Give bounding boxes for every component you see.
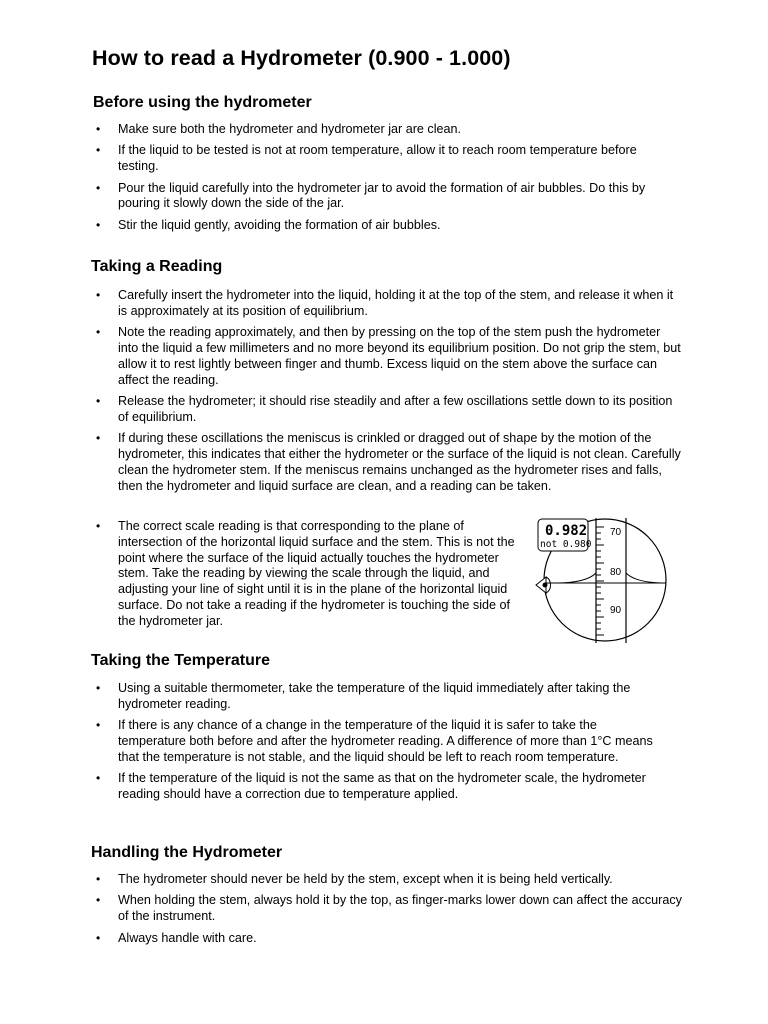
scale-ticks	[596, 527, 604, 635]
list-item: • If the temperature of the liquid is not the same as that on the hydrometer scale, the hydrometer reading should have a correction due to temperature applied.	[92, 771, 662, 803]
hydrometer-reading-diagram	[530, 515, 670, 647]
list-item: • The correct scale reading is that corresponding to the plane of intersection of the horizontal liquid surface and the stem. This is not the point where the surface of the liquid actually touches the hydrometer stem. Take the reading by viewing the scale through the liquid, and adjusting your line of sight until it is in the plane of the horizontal liquid surface. Do not take a reading if the hydrometer is touching the side of the hydrometer jar.	[92, 519, 518, 630]
scale-label-90: 90	[610, 605, 622, 616]
list-item: • If there is any chance of a change in the temperature of the liquid it is safer to take the temperature both before and after the hydrometer reading. A difference of more than 1°C means that the temperature is not stable, and the liquid should be left to reach room temperature.	[92, 718, 662, 765]
section-heading-taking-reading: Taking a Reading	[91, 258, 223, 275]
list-item: • Release the hydrometer; it should rise steadily and after a few oscillations settle down to its position of equilibrium.	[92, 394, 684, 426]
reading-value: 0.982	[545, 523, 588, 539]
list-item: • Note the reading approximately, and then by pressing on the top of the stem push the hydrometer into the liquid a few millimeters and no more beyond its equilibrium position. Do not grip the stem, but allow it to rest lightly between finger and thumb. Excess liquid on the stem above the surface can affect the reading.	[92, 325, 684, 388]
list-item: • If the liquid to be tested is not at room temperature, allow it to reach room temperature before testing.	[92, 143, 652, 175]
eye-icon	[536, 577, 551, 593]
before-using-list	[92, 122, 652, 239]
meniscus-right	[626, 573, 666, 583]
list-item: • Pour the liquid carefully into the hydrometer jar to avoid the formation of air bubbles. Do this by pouring it slowly down the side of the jar.	[92, 181, 652, 213]
list-item: • The hydrometer should never be held by the stem, except when it is being held vertically.	[92, 872, 682, 888]
scale-label-80: 80	[610, 567, 622, 578]
list-item: • Always handle with care.	[92, 931, 682, 947]
page-title: How to read a Hydrometer (0.900 - 1.000)	[92, 46, 511, 70]
list-item: • Carefully insert the hydrometer into the liquid, holding it at the top of the stem, and release it when it is approximately at its position of equilibrium.	[92, 288, 684, 320]
section-heading-handling: Handling the Hydrometer	[91, 844, 283, 861]
list-item: • If during these oscillations the meniscus is crinkled or dragged out of shape by the motion of the hydrometer, this indicates that either the hydrometer or the surface of the liquid is not clean. Carefully clean the hydrometer stem. If the meniscus remains unchanged as the hydrometer rises and falls, then the hydrometer and liquid surface are clean, and a reading can be taken.	[92, 431, 684, 494]
taking-reading-list-continued	[92, 519, 518, 635]
scale-label-70: 70	[610, 527, 622, 538]
section-heading-before-using: Before using the hydrometer	[93, 94, 312, 111]
list-item: • Make sure both the hydrometer and hydrometer jar are clean.	[92, 122, 652, 138]
list-item: • When holding the stem, always hold it by the top, as finger-marks lower down can affect the accuracy of the instrument.	[92, 893, 682, 925]
list-item: • Stir the liquid gently, avoiding the formation of air bubbles.	[92, 218, 652, 234]
list-item: • Using a suitable thermometer, take the temperature of the liquid immediately after taking the hydrometer reading.	[92, 681, 662, 713]
handling-list	[92, 872, 682, 952]
taking-temperature-list	[92, 681, 662, 808]
section-heading-taking-temperature: Taking the Temperature	[91, 652, 270, 669]
meniscus-left	[556, 573, 596, 583]
not-reading-value: not 0.980	[540, 539, 592, 550]
taking-reading-list	[92, 288, 684, 500]
